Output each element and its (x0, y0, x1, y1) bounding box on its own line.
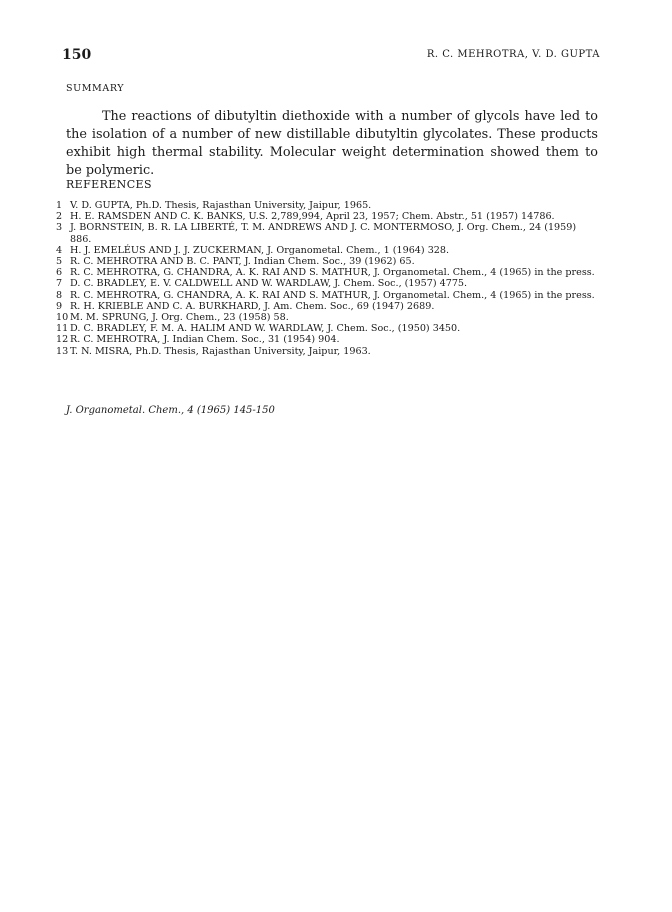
reference-item (56, 278, 596, 289)
reference-item (56, 334, 596, 345)
reference-item (56, 346, 596, 357)
reference-number: 7 (56, 278, 63, 290)
reference-text: R. C. MEHROTRA, J. Indian Chem. Soc., 31 (1954) 904. (70, 334, 340, 346)
reference-item (56, 301, 596, 312)
reference-number: 3 (56, 222, 63, 234)
reference-text: R. C. MEHROTRA, G. CHANDRA, A. K. RAI AND S. MATHUR, J. Organometal. Chem., 4 (1965) in the press. (70, 289, 595, 301)
reference-text: D. C. BRADLEY, E. V. CALDWELL AND W. WARDLAW, J. Chem. Soc., (1957) 4775. (70, 278, 468, 290)
summary-paragraph: The reactions of dibutyltin diethoxide with a number of glycols have led to the isolation of a number of new distillable dibutyltin glycolates. These products exhibit high thermal stability. Molecular weight determination showed them to be polymeric. (66, 109, 598, 178)
page-number: 150 (62, 47, 92, 63)
reference-number: 12 (56, 334, 69, 346)
reference-number: 11 (56, 323, 69, 335)
reference-item (56, 245, 596, 256)
reference-number: 6 (56, 267, 63, 279)
reference-text: T. N. MISRA, Ph.D. Thesis, Rajasthan University, Jaipur, 1963. (70, 345, 371, 357)
reference-item (56, 222, 596, 244)
reference-number: 5 (56, 256, 63, 268)
reference-text: V. D. GUPTA, Ph.D. Thesis, Rajasthan University, Jaipur, 1965. (70, 200, 372, 211)
reference-number: 10 (56, 312, 69, 324)
reference-number: 8 (56, 289, 63, 301)
reference-text: H. E. RAMSDEN AND C. K. BANKS, U.S. 2,789,994, April 23, 1957; Chem. Abstr., 51 (1957) 14786. (70, 211, 555, 223)
reference-text: R. C. MEHROTRA AND B. C. PANT, J. Indian Chem. Soc., 39 (1962) 65. (70, 256, 415, 268)
reference-number: 2 (56, 211, 63, 223)
reference-text: H. J. EMELÉUS AND J. J. ZUCKERMAN, J. Organometal. Chem., 1 (1964) 328. (70, 244, 450, 256)
references-heading: REFERENCES (66, 178, 152, 191)
reference-number: 4 (56, 244, 63, 256)
reference-item (56, 200, 596, 211)
reference-item (56, 312, 596, 323)
reference-list (56, 200, 596, 357)
reference-number: 9 (56, 300, 63, 312)
reference-item (56, 290, 596, 301)
reference-text: R. H. KRIEBLE AND C. A. BURKHARD, J. Am. Chem. Soc., 69 (1947) 2689. (70, 300, 435, 312)
reference-text: R. C. MEHROTRA, G. CHANDRA, A. K. RAI AND S. MATHUR, J. Organometal. Chem., 4 (1965) in the press. (70, 267, 595, 279)
reference-number: 1 (56, 200, 63, 211)
reference-item (56, 256, 596, 267)
reference-text: J. BORNSTEIN, B. R. LA LIBERTÉ, T. M. ANDREWS AND J. C. MONTERMOSO, J. Org. Chem., 24 (1959) 886. (70, 222, 577, 245)
reference-item (56, 211, 596, 222)
journal-citation: J. Organometal. Chem., 4 (1965) 145-150 (66, 405, 275, 416)
reference-item (56, 267, 596, 278)
reference-number: 13 (56, 345, 69, 357)
summary-heading: SUMMARY (66, 83, 125, 94)
page-header (62, 47, 600, 65)
reference-text: D. C. BRADLEY, F. M. A. HALIM AND W. WARDLAW, J. Chem. Soc., (1950) 3450. (70, 323, 461, 335)
reference-text: M. M. SPRUNG, J. Org. Chem., 23 (1958) 58. (70, 312, 289, 324)
reference-item (56, 323, 596, 334)
running-head: R. C. MEHROTRA, V. D. GUPTA (426, 49, 600, 60)
